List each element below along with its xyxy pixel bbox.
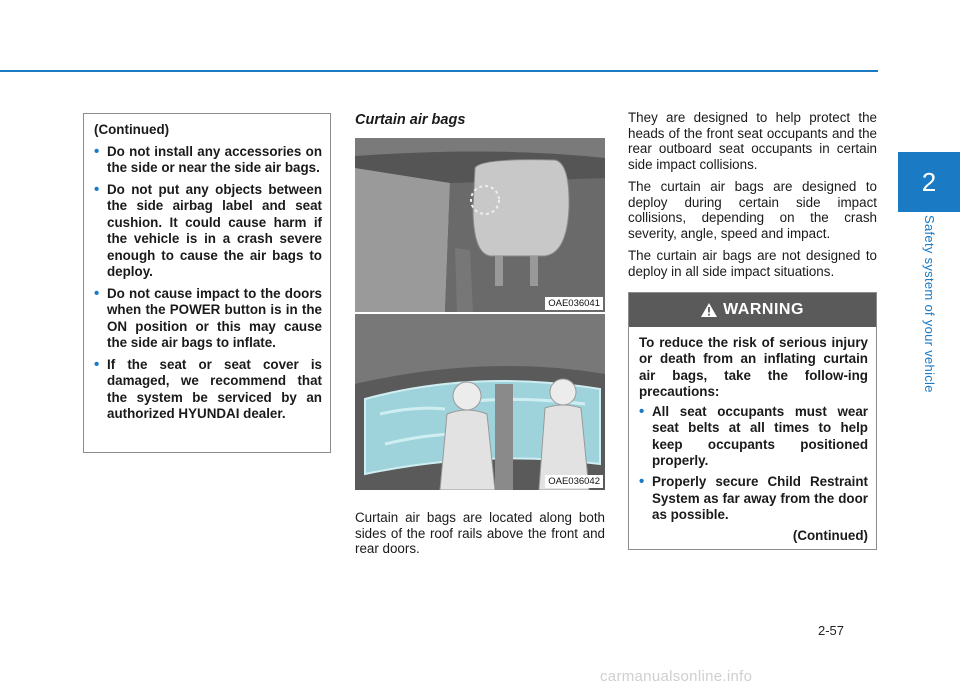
warning-triangle-icon [701, 303, 717, 317]
warning-list [639, 404, 868, 523]
caution-item: • Do not install any accessories on the side or near the side air bags. [94, 144, 322, 177]
curtain-airbag-illustration [355, 314, 605, 490]
paragraph: The curtain air bags are not designed to deploy in all side impact situations. [628, 248, 877, 279]
header-rule [0, 70, 878, 72]
caution-list [94, 144, 322, 423]
warning-continued: (Continued) [792, 528, 868, 544]
headrest-illustration [355, 138, 605, 312]
warning-item: • All seat occupants must wear seat belts at all times to help keep occupants positioned properly. [639, 404, 868, 469]
warning-label: WARNING [723, 301, 804, 318]
figure-code: OAE036041 [545, 297, 603, 310]
caution-item: • If the seat or seat cover is damaged, we recommend that the system be serviced by an authorized HYUNDAI dealer. [94, 357, 322, 423]
warning-box [628, 292, 877, 550]
chapter-number-tab [898, 152, 960, 212]
paragraph: The curtain air bags are designed to deploy during certain side impact collisions, depending on the crash severity, angle, speed and impact. [628, 179, 877, 241]
curtain-airbag-section [355, 110, 605, 557]
warning-item: • Properly secure Child Restraint System as far away from the door as possible. [639, 474, 868, 523]
figure-curtain-airbag-deployed [355, 314, 605, 490]
paragraph: They are designed to help protect the heads of the front seat occupants and the rear outboard seat occupants in certain side impact collisions. [628, 110, 877, 172]
figure-headrest-airbag-label [355, 138, 605, 312]
caution-item: • Do not cause impact to the doors when the POWER button is in the ON position or this may cause the side air bags to inflate. [94, 286, 322, 352]
warning-intro: To reduce the risk of serious injury or death from an inflating curtain air bags, take the follow-ing precautions: [639, 335, 868, 399]
warning-body [629, 327, 876, 545]
continued-heading: (Continued) [94, 122, 170, 137]
figure-code: OAE036042 [545, 475, 603, 488]
warning-header [629, 293, 876, 327]
page-number: 2-57 [818, 623, 845, 638]
chapter-number: 2 [921, 166, 937, 197]
caution-item: • Do not put any objects between the side airbag label and seat cushion. It could cause harm if the vehicle is in a crash severe enough to cause the air bags to deploy. [94, 182, 322, 281]
chapter-title-side [898, 215, 960, 415]
continued-caution-box [83, 113, 331, 453]
watermark: carmanualsonline.info [600, 668, 753, 685]
section-body-text: Curtain air bags are located along both sides of the roof rails above the front and rear doors. [355, 510, 605, 556]
right-column-text [628, 110, 877, 286]
chapter-title: Safety system of your vehicle [922, 215, 937, 393]
section-title: Curtain air bags [355, 112, 466, 128]
